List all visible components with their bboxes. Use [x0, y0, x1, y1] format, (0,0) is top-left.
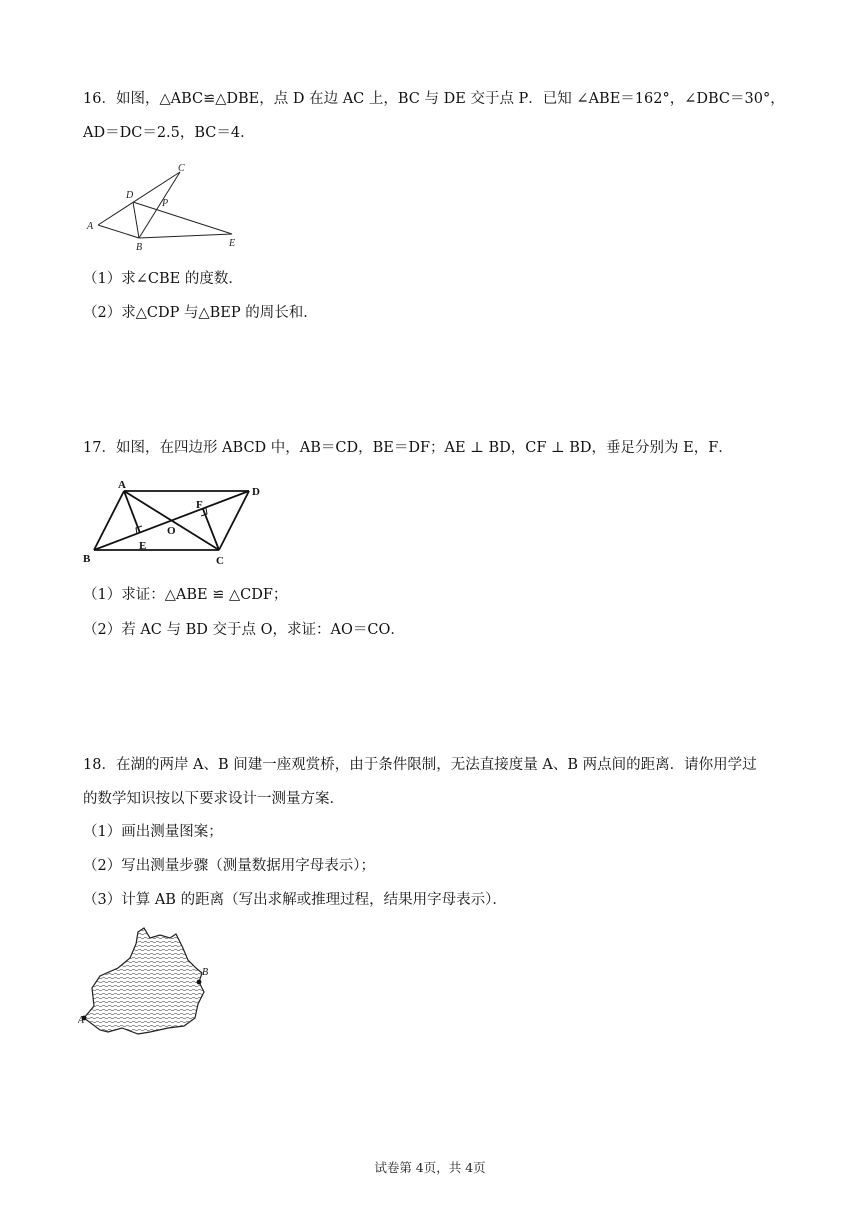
lake-shape: [84, 928, 204, 1034]
q16-label-p: P: [162, 198, 169, 209]
q18-label-a: A: [78, 1015, 84, 1026]
q18-lake-figure: [78, 924, 218, 1044]
q17-label-o: O: [167, 525, 176, 537]
q16-label-c: C: [178, 163, 185, 174]
q18-stem-line-2: 的数学知识按以下要求设计一测量方案．: [83, 791, 344, 807]
q18-label-b: B: [202, 967, 209, 978]
q17-label-b: B: [83, 553, 91, 565]
q18-part-1: （1）画出测量图案；: [83, 824, 223, 840]
q18-part-2: （2）写出测量步骤（测量数据用字母表示）；: [83, 858, 375, 874]
q17-quadrilateral-figure: [82, 476, 268, 568]
q17-label-a: A: [118, 479, 126, 491]
q16-label-d: D: [126, 190, 134, 201]
q17-part-1: （1）求证：△ABE ≌ △CDF；: [83, 587, 288, 603]
q18-stem-line-1: 18．在湖的两岸 A、B 间建一座观赏桥，由于条件限制，无法直接度量 A、B 两点间的距离．请你用学过: [83, 757, 757, 773]
q16-stem-line-2: AD＝DC＝2.5，BC＝4．: [83, 125, 255, 141]
q16-part-1: （1）求∠CBE 的度数．: [83, 271, 243, 287]
q16-label-b: B: [136, 242, 143, 252]
q16-triangle-figure: [82, 160, 252, 252]
q16-label-a: A: [87, 221, 94, 232]
q16-label-e: E: [229, 238, 236, 249]
q17-part-2: （2）若 AC 与 BD 交于点 O，求证：AO＝CO．: [83, 622, 405, 638]
q17-label-d: D: [252, 486, 260, 498]
page-footer: 试卷第 4页，共 4页: [374, 1160, 486, 1175]
q17-label-c: C: [216, 555, 224, 567]
q18-part-3: （3）计算 AB 的距离（写出求解或推理过程，结果用字母表示）．: [83, 892, 507, 908]
q16-stem-line-1: 16．如图，△ABC≌△DBE，点 D 在边 AC 上，BC 与 DE 交于点 P．已知 ∠ABE＝162°，∠DBC＝30°，: [83, 91, 785, 107]
q17-label-e: E: [139, 540, 147, 552]
q16-part-2: （2）求△CDP 与△BEP 的周长和．: [83, 305, 318, 321]
q17-label-f: F: [196, 499, 203, 511]
q17-stem: 17．如图，在四边形 ABCD 中，AB＝CD，BE＝DF；AE ⊥ BD，CF ⊥ BD，垂足分别为 E，F．: [83, 440, 733, 456]
